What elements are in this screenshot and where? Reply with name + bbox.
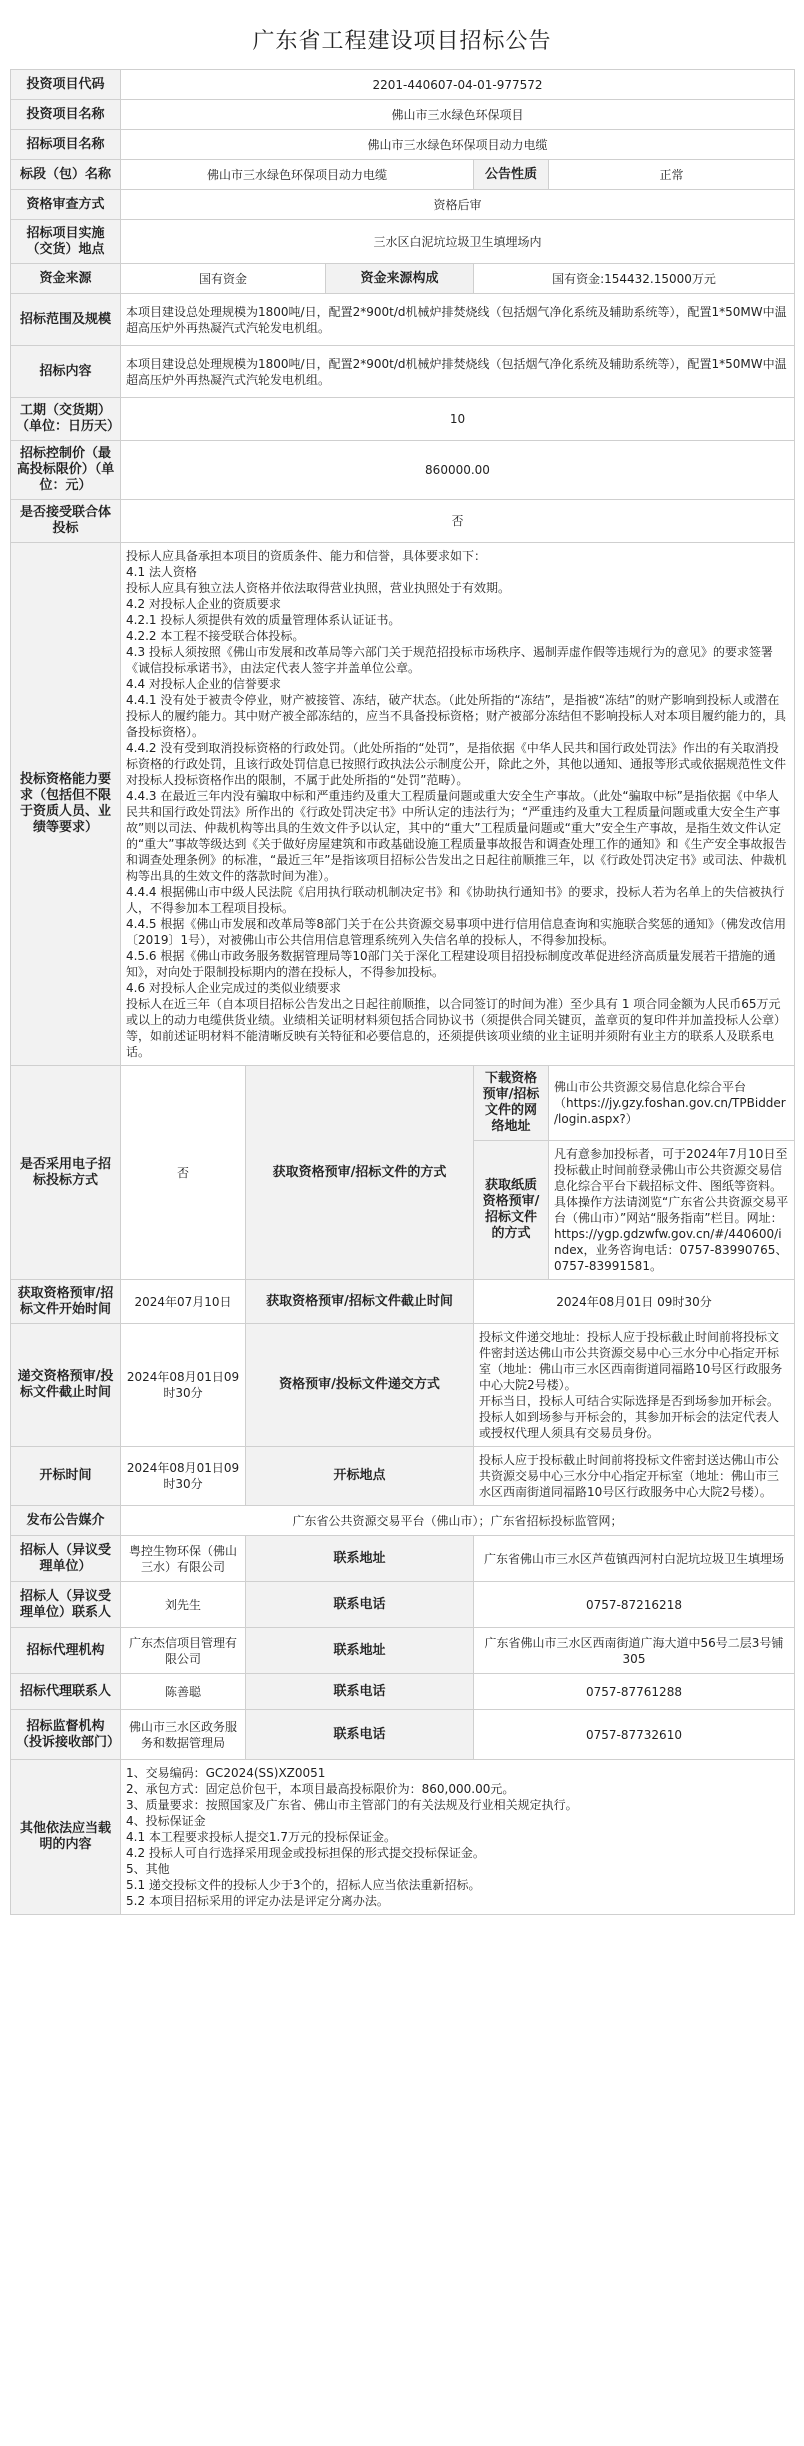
row-submit: [11, 1324, 795, 1447]
notice-page: [10, 0, 794, 1915]
funding-label: 资金来源: [11, 264, 121, 294]
project-code-value: 2201-440607-04-01-977572: [121, 70, 795, 100]
supervisor-label: 招标监督机构（投诉接收部门）: [11, 1710, 121, 1760]
download-address-value: 佛山市公共资源交易信息化综合平台 （https://jy.gzy.foshan.gov.cn/TPBidder/login.aspx?）: [549, 1066, 795, 1141]
max-price-value: 860000.00: [121, 441, 795, 500]
submit-deadline-value: 2024年08月01日09时30分: [121, 1324, 246, 1447]
row-agency-contact: [11, 1674, 795, 1710]
row-opening: [11, 1447, 795, 1506]
row-tender-project-name: [11, 130, 795, 160]
row-section: [11, 160, 795, 190]
row-duration: [11, 398, 795, 441]
location-label: 招标项目实施（交货）地点: [11, 220, 121, 264]
opening-place-value: 投标人应于投标截止时间前将投标文件密封送达佛山市公共资源交易中心三水分中心指定开标室（地址：佛山市三水区西南街道同福路10号区行政服务中心大院2号楼）。: [474, 1447, 795, 1506]
media-value: 广东省公共资源交易平台（佛山市）；广东省招标投标监管网；: [121, 1506, 795, 1536]
section-label: 标段（包）名称: [11, 160, 121, 190]
row-tenderer: [11, 1536, 795, 1582]
agency-phone-label: 联系电话: [246, 1674, 474, 1710]
requirements-value: 投标人应具备承担本项目的资质条件、能力和信誉，具体要求如下： 4.1 法人资格 投标人应具有独立法人资格并依法取得营业执照，营业执照处于有效期。 4.2 对投标人企业的资质要求 4.2.1 投标人须提供有效的质量管理体系认证证书。 4.2.2 本工程不接受联合体投标。 4.3 投标人须按照《佛山市发展和改革局等六部门关于规范招投标市场秩序、遏制弄虚作假等违规行为的意见》的要求签署《诚信投标承诺书》，由法定代表人签字并盖单位公章。 4.4 对投标人企业的信誉要求 4.4.1 没有处于被责令停业，财产被接管、冻结，破产状态。（此处所指的“冻结”，是指被“冻结”的财产影响到投标人或潜在投标人的履约能力。其中财产被全部冻结的，应当不具备投标资格；财产被部分冻结但不影响投标人对本项目履约能力的，具备投标资格）。 4.4.2 没有受到取消投标资格的行政处罚。（此处所指的“处罚”，是指依据《中华人民共和国行政处罚法》作出的有关取消投标资格的行政处罚，且该行政处罚信息已按照行政执法公示制度公开，除此之外，其他以通知、通报等形式或依据规范性文件对投标人投标资格作出的限制，不属于此处所指的“处罚”范畴）。 4.4.3 在最近三年内没有骗取中标和严重违约及重大工程质量问题或重大安全生产事故。（此处“骗取中标”是指依据《中华人民共和国行政处罚法》所作出的《行政处罚决定书》中所认定的违法行为；“严重违约及重大工程质量问题或重大安全生产事故”则以司法、仲裁机构等出具的生效文件予以认定，其中的“重大”工程质量问题或“重大”安全生产事故，是指生效文件认定的“重大”事故等级达到《关于做好房屋建筑和市政基础设施工程质量事故报告和调查处理工作的通知》和《生产安全事故报告和调查处理条例》的标准，“最近三年”是指该项目招标公告发出之日起往前顺推三年，以《行政处罚决定书》或司法、仲裁机构等出具的生效文件的落款时间为准）。 4.4.4 根据佛山市中级人民法院《启用执行联动机制决定书》和《协助执行通知书》的要求，投标人若为名单上的失信被执行人，不得参加本工程项目投标。 4.4.5 根据《佛山市发展和改革局等8部门关于在公共资源交易事项中进行信用信息查询和实施联合奖惩的通知》（佛发改信用〔2019〕1号），对被佛山市公共信用信息管理系统列入失信名单的投标人，不得参加投标。 4.5.6 根据《佛山市政务服务数据管理局等10部门关于深化工程建设项目招投标制度改革促进经济高质量发展若干措施的通知》，对向处于限制投标期内的潜在投标人，不得参加投标。 4.6 对投标人企业完成过的类似业绩要求 投标人在近三年（自本项目招标公告发出之日起往前顺推，以合同签订的时间为准）至少具有 1 项合同金额为人民币65万元或以上的动力电缆供货业绩。业绩相关证明材料须包括合同协议书（须提供合同关键页，盖章页的复印件并加盖投标人公章）等，如前述证明材料不能清晰反映有关特征和必要信息的，还须提供该项业绩的业主证明并须附有业主方的联系人及联系电话。: [121, 543, 795, 1066]
download-address-label: 下载资格预审/招标文件的网络地址: [474, 1066, 549, 1141]
supervisor-phone-value: 0757-87732610: [474, 1710, 795, 1760]
row-tenderer-contact: [11, 1582, 795, 1628]
qualification-label: 资格审查方式: [11, 190, 121, 220]
submit-method-value: 投标文件递交地址：投标人应于投标截止时间前将投标文件密封送达佛山市公共资源交易中心三水分中心指定开标室（地址：佛山市三水区西南街道同福路10号区行政服务中心大院2号楼）。 开标当日，投标人可结合实际选择是否到场参加开标会。投标人如到场参与开标会的，其参加开标会的法定代表人或授权代理人须具有交易员身份。: [474, 1324, 795, 1447]
submit-deadline-label: 递交资格预审/投标文件截止时间: [11, 1324, 121, 1447]
tenderer-address-value: 广东省佛山市三水区芦苞镇西河村白泥坑垃圾卫生填埋场: [474, 1536, 795, 1582]
tender-project-name-label: 招标项目名称: [11, 130, 121, 160]
agency-address-label: 联系地址: [246, 1628, 474, 1674]
tenderer-contact-label: 招标人（异议受理单位）联系人: [11, 1582, 121, 1628]
content-label: 招标内容: [11, 346, 121, 398]
row-other: [11, 1760, 795, 1915]
tenderer-label: 招标人（异议受理单位）: [11, 1536, 121, 1582]
row-agency: [11, 1628, 795, 1674]
project-code-label: 投资项目代码: [11, 70, 121, 100]
agency-label: 招标代理机构: [11, 1628, 121, 1674]
scope-label: 招标范围及规模: [11, 294, 121, 346]
funding-structure-value: 国有资金:154432.15000万元: [474, 264, 795, 294]
agency-contact-value: 陈善聪: [121, 1674, 246, 1710]
submit-method-label: 资格预审/投标文件递交方式: [246, 1324, 474, 1447]
row-project-name: [11, 100, 795, 130]
tenderer-phone-label: 联系电话: [246, 1582, 474, 1628]
tender-project-name-value: 佛山市三水绿色环保项目动力电缆: [121, 130, 795, 160]
requirements-label: 投标资格能力要求（包括但不限于资质人员、业绩等要求）: [11, 543, 121, 1066]
other-label: 其他依法应当载明的内容: [11, 1760, 121, 1915]
obtain-start-label: 获取资格预审/招标文件开始时间: [11, 1280, 121, 1324]
content-value: 本项目建设总处理规模为1800吨/日，配置2*900t/d机械炉排焚烧线（包括烟气净化系统及辅助系统等），配置1*50MW中温超高压炉外再热凝汽式汽轮发电机组。: [121, 346, 795, 398]
page-title: 广东省工程建设项目招标公告: [252, 29, 552, 54]
agency-contact-label: 招标代理联系人: [11, 1674, 121, 1710]
electronic-label: 是否采用电子招标投标方式: [11, 1066, 121, 1280]
funding-value: 国有资金: [121, 264, 326, 294]
project-name-label: 投资项目名称: [11, 100, 121, 130]
duration-label: 工期（交货期）（单位：日历天）: [11, 398, 121, 441]
tenderer-contact-value: 刘先生: [121, 1582, 246, 1628]
electronic-value: 否: [121, 1066, 246, 1280]
section-value: 佛山市三水绿色环保项目动力电缆: [121, 160, 474, 190]
opening-time-label: 开标时间: [11, 1447, 121, 1506]
qualification-value: 资格后审: [121, 190, 795, 220]
joint-bid-value: 否: [121, 500, 795, 543]
max-price-label: 招标控制价（最高投标限价）（单位：元）: [11, 441, 121, 500]
tenderer-value: 粤控生物环保（佛山三水）有限公司: [121, 1536, 246, 1582]
scope-value: 本项目建设总处理规模为1800吨/日，配置2*900t/d机械炉排焚烧线（包括烟气净化系统及辅助系统等），配置1*50MW中温超高压炉外再热凝汽式汽轮发电机组。: [121, 294, 795, 346]
row-content: [11, 346, 795, 398]
media-label: 发布公告媒介: [11, 1506, 121, 1536]
opening-time-value: 2024年08月01日09时30分: [121, 1447, 246, 1506]
row-project-code: [11, 70, 795, 100]
notice-table: [10, 69, 795, 1915]
opening-place-label: 开标地点: [246, 1447, 474, 1506]
row-funding: [11, 264, 795, 294]
tenderer-phone-value: 0757-87216218: [474, 1582, 795, 1628]
location-value: 三水区白泥坑垃圾卫生填埋场内: [121, 220, 795, 264]
notice-nature-value: 正常: [549, 160, 795, 190]
joint-bid-label: 是否接受联合体投标: [11, 500, 121, 543]
supervisor-phone-label: 联系电话: [246, 1710, 474, 1760]
obtain-end-value: 2024年08月01日 09时30分: [474, 1280, 795, 1324]
row-requirements: [11, 543, 795, 1066]
row-obtain-time: [11, 1280, 795, 1324]
tenderer-address-label: 联系地址: [246, 1536, 474, 1582]
project-name-value: 佛山市三水绿色环保项目: [121, 100, 795, 130]
other-value: 1、交易编码：GC2024(SS)XZ0051 2、承包方式：固定总价包干，本项目最高投标限价为：860,000.00元。 3、质量要求：按照国家及广东省、佛山市主管部门的有关法规及行业相关规定执行。 4、投标保证金 4.1 本工程要求投标人提交1.7万元的投标保证金。 4.2 投标人可自行选择采用现金或投标担保的形式提交投标保证金。 5、其他 5.1 递交投标文件的投标人少于3个的，招标人应当依法重新招标。 5.2 本项目招标采用的评定办法是评定分离办法。: [121, 1760, 795, 1915]
supervisor-value: 佛山市三水区政务服务和数据管理局: [121, 1710, 246, 1760]
row-electronic-download: [11, 1066, 795, 1141]
row-qualification: [11, 190, 795, 220]
agency-value: 广东杰信项目管理有限公司: [121, 1628, 246, 1674]
row-location: [11, 220, 795, 264]
obtain-method-label: 获取资格预审/招标文件的方式: [246, 1066, 474, 1280]
row-media: [11, 1506, 795, 1536]
paper-method-value: 凡有意参加投标者，可于2024年7月10日至投标截止时间前登录佛山市公共资源交易信息化综合平台下载招标文件、图纸等资料。具体操作方法请浏览“广东省公共资源交易平台（佛山市）”网站“服务指南”栏目。网址：https://ygp.gdzwfw.gov.cn/#/440600/index，业务咨询电话：0757-83990765、0757-83991581。: [549, 1141, 795, 1280]
row-max-price: [11, 441, 795, 500]
obtain-end-label: 获取资格预审/招标文件截止时间: [246, 1280, 474, 1324]
row-scope: [11, 294, 795, 346]
row-joint-bid: [11, 500, 795, 543]
duration-value: 10: [121, 398, 795, 441]
row-supervisor: [11, 1710, 795, 1760]
agency-phone-value: 0757-87761288: [474, 1674, 795, 1710]
notice-nature-label: 公告性质: [474, 160, 549, 190]
funding-structure-label: 资金来源构成: [326, 264, 474, 294]
obtain-start-value: 2024年07月10日: [121, 1280, 246, 1324]
agency-address-value: 广东省佛山市三水区西南街道广海大道中56号二层3号铺305: [474, 1628, 795, 1674]
paper-method-label: 获取纸质资格预审/招标文件的方式: [474, 1141, 549, 1280]
